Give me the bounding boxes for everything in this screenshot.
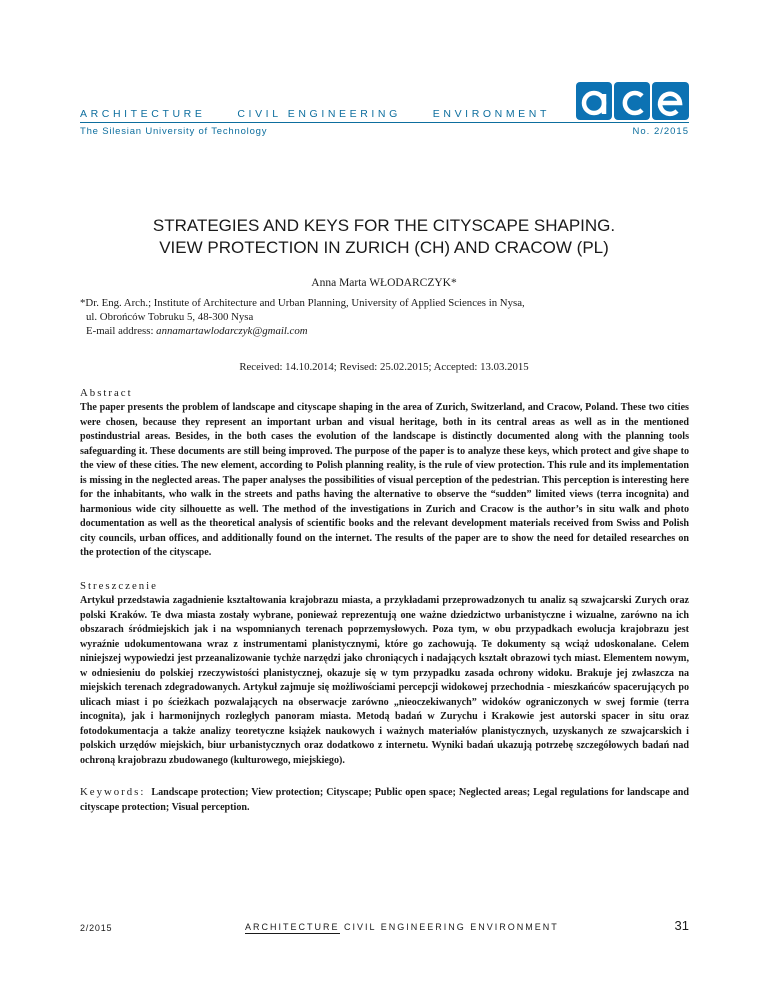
footer-issue: 2/2015 <box>80 923 113 933</box>
affiliation-line-2: ul. Obrońców Tobruku 5, 48-300 Nysa <box>86 311 254 323</box>
journal-logo <box>576 82 689 122</box>
issue-number: No. 2/2015 <box>632 126 689 137</box>
article-title <box>60 215 708 259</box>
author-name: Anna Marta WŁODARCZYK* <box>311 277 457 289</box>
footer-journal-name <box>245 922 559 932</box>
footer-journal-first: ARCHITECTURE <box>245 922 340 932</box>
abstract-text: The paper presents the problem of landscape and cityscape shaping in the area of Zurich, Switzerland, and Cracow, Poland. These two cities were chosen, because they represent an important urban and visual heritage, both in its central areas as well as in the mentioned postindustrial areas. Besides, in the both cases the evolution of the landscape is distinctly documented along with the planning tools safeguarding it. These documents are still being improved. The purpose of the paper is to analyze these keys, which protect and give shape to the view of these cities. The new element, according to Polish planning reality, is the rule of view protection. This rule and its implementation is missing in the neglected areas. The paper analyses the possibilities of visual perception of the pedestrian. This perception is interesting here for the inhabitants, who walk in the streets and paths having the alternative to observe the “sudden” limited views (terra incognita) and harmonious wide city silhouette as well. The method of the investigations in Zurich and Cracow is the author’s in situ walk and photo documentation as well as the theoretical analysis of scientific books and the relevant development materials received from Swiss and Polish city councils, urban offices, and additionally found on the internet. The results of the paper are to show the need for detailed researches on the protection of the cityscape. <box>80 402 689 558</box>
keywords-text: Landscape protection; View protection; Cityscape; Public open space; Neglected areas; Legal regulations for landscape and cityscape protection; Visual perception. <box>80 787 689 813</box>
header-rule <box>80 122 689 123</box>
streszczenie-text: Artykuł przedstawia zagadnienie kształtowania krajobrazu miasta, a przykładami przeprowadzonych tu analiz są szwajcarski Zurych oraz polski Kraków. Te dwa miasta zostały wybrane, ponieważ reprezentują one ważne dziedzictwo urbanistyczne i wizualne, zarówno na ich obszarach śródmiejskich jak i na wspomnianych terenach poprzemysłowych. Poza tym, w obu przypadkach ewolucja krajobrazu jest wyraźnie udokumentowana wraz z instrumentami planistycznymi, które go zachowują. Te dokumenty są wciąż udoskonalane. Celem niniejszej wypowiedzi jest przeanalizowanie tychże narzędzi jako chroniących i nadających kształt obrazowi tych miast. Elementem nowym, w odniesieniu do polskiej rzeczywistości planistycznej, okazuje się w tym przypadku zasada ochrony widoku. Brakuje jej zwłaszcza na miejskich terenach zdegradowanych. Artykuł zajmuje się możliwościami percepcji widokowej przechodnia - mieszkańców spacerujących po ulicach miast i po ścieżkach pozwalających na obserwacje zarówno „nieoczekiwanych” widoków ograniczonych w swej formie (terra incognita), jak i harmonijnych rozległych panoram miasta. Metodą badań w Zurychu i Krakowie jest autorski spacer in situ oraz fotodokumentacja a także analizy teoretyczne książek naukowych i ważnych materiałów planistycznych, uzyskanych ze szwajcarskich i polskich urzędów miejskich, biur urbanistycznych oraz dodatkowo z internetu. Wyniki badań ukazują potrzebę szczegółowych badań nad ochroną krajobrazu zbudowanego (kulturowego, miejskiego). <box>80 595 689 766</box>
title-line-2: VIEW PROTECTION IN ZURICH (CH) AND CRACOW (PL) <box>159 238 609 257</box>
submission-dates: Received: 14.10.2014; Revised: 25.02.2015; Accepted: 13.03.2015 <box>239 361 529 373</box>
email-line <box>80 324 690 338</box>
author-affiliation <box>80 296 690 338</box>
journal-word-architecture: ARCHITECTURE <box>80 108 206 120</box>
affiliation-line-1: *Dr. Eng. Arch.; Institute of Architecture and Urban Planning, University of Applied Sciences in Nysa, <box>80 297 525 309</box>
keywords <box>80 785 689 815</box>
university-name: The Silesian University of Technology <box>80 126 268 137</box>
footer-journal-rest: CIVIL ENGINEERING ENVIRONMENT <box>344 922 559 932</box>
page-number: 31 <box>674 918 689 933</box>
ace-logo-icon <box>576 82 689 122</box>
email-address[interactable]: annamartawlodarczyk@gmail.com <box>156 325 308 337</box>
abstract-heading: Abstract <box>80 387 133 399</box>
streszczenie-heading: Streszczenie <box>80 580 158 592</box>
journal-word-environment: ENVIRONMENT <box>432 108 550 120</box>
journal-word-civil-engineering: CIVIL ENGINEERING <box>237 108 401 120</box>
email-label: E-mail address: <box>86 325 157 337</box>
title-line-1: STRATEGIES AND KEYS FOR THE CITYSCAPE SHAPING. <box>152 216 616 235</box>
keywords-label: Keywords: <box>80 786 146 798</box>
